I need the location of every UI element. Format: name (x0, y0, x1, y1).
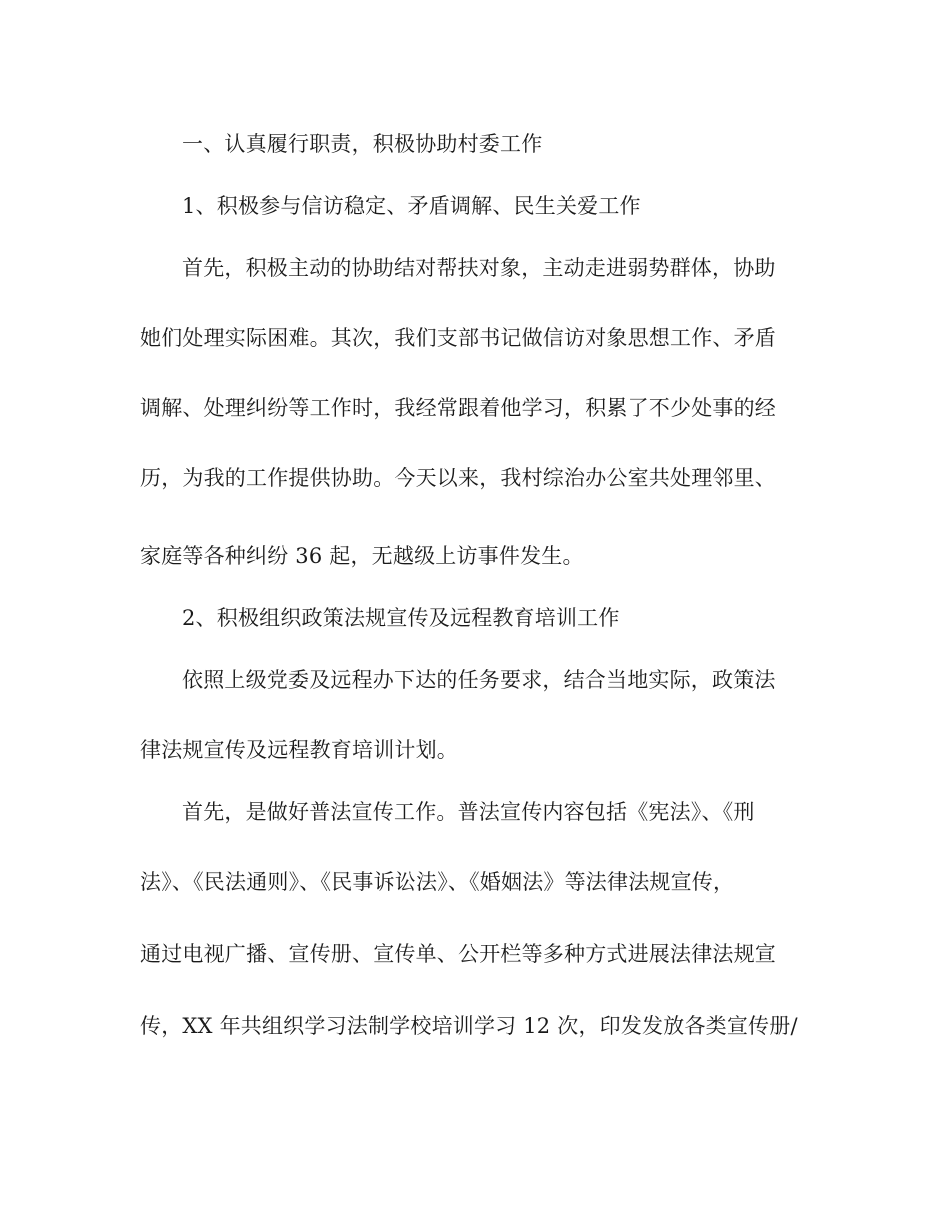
paragraph-2-line-1: 依照上级党委及远程办下达的任务要求，结合当地实际，政策法 (182, 668, 776, 692)
paragraph-2-line-2: 律法规宣传及远程教育培训计划。 (140, 738, 458, 762)
section-heading: 一、认真履行职责，积极协助村委工作 (182, 132, 543, 156)
paragraph-1-line-2: 她们处理实际困难。其次，我们支部书记做信访对象思想工作、矛盾 (140, 326, 776, 350)
paragraph-3-line-1: 首先，是做好普法宣传工作。普法宣传内容包括《宪法》、《刑 (182, 800, 755, 824)
subsection-heading-1: 1、积极参与信访稳定、矛盾调解、民生关爱工作 (182, 194, 641, 218)
paragraph-1-line-1: 首先，积极主动的协助结对帮扶对象，主动走进弱势群体，协助 (182, 256, 776, 280)
paragraph-1-line-5: 家庭等各种纠纷 36 起，无越级上访事件发生。 (140, 544, 584, 568)
paragraph-3-line-3: 通过电视广播、宣传册、宣传单、公开栏等多种方式进展法律法规宣 (140, 942, 776, 966)
paragraph-3-line-4: 传，XX 年共组织学习法制学校培训学习 12 次，印发发放各类宣传册/ (140, 1014, 798, 1038)
paragraph-1-line-3: 调解、处理纠纷等工作时，我经常跟着他学习，积累了不少处事的经 (140, 396, 776, 420)
paragraph-3-line-2: 法》、《民法通则》、《民事诉讼法》、《婚姻法》等法律法规宣传， (140, 870, 735, 894)
subsection-heading-2: 2、积极组织政策法规宣传及远程教育培训工作 (182, 606, 620, 630)
paragraph-1-line-4: 历，为我的工作提供协助。今天以来，我村综治办公室共处理邻里、 (140, 466, 776, 490)
